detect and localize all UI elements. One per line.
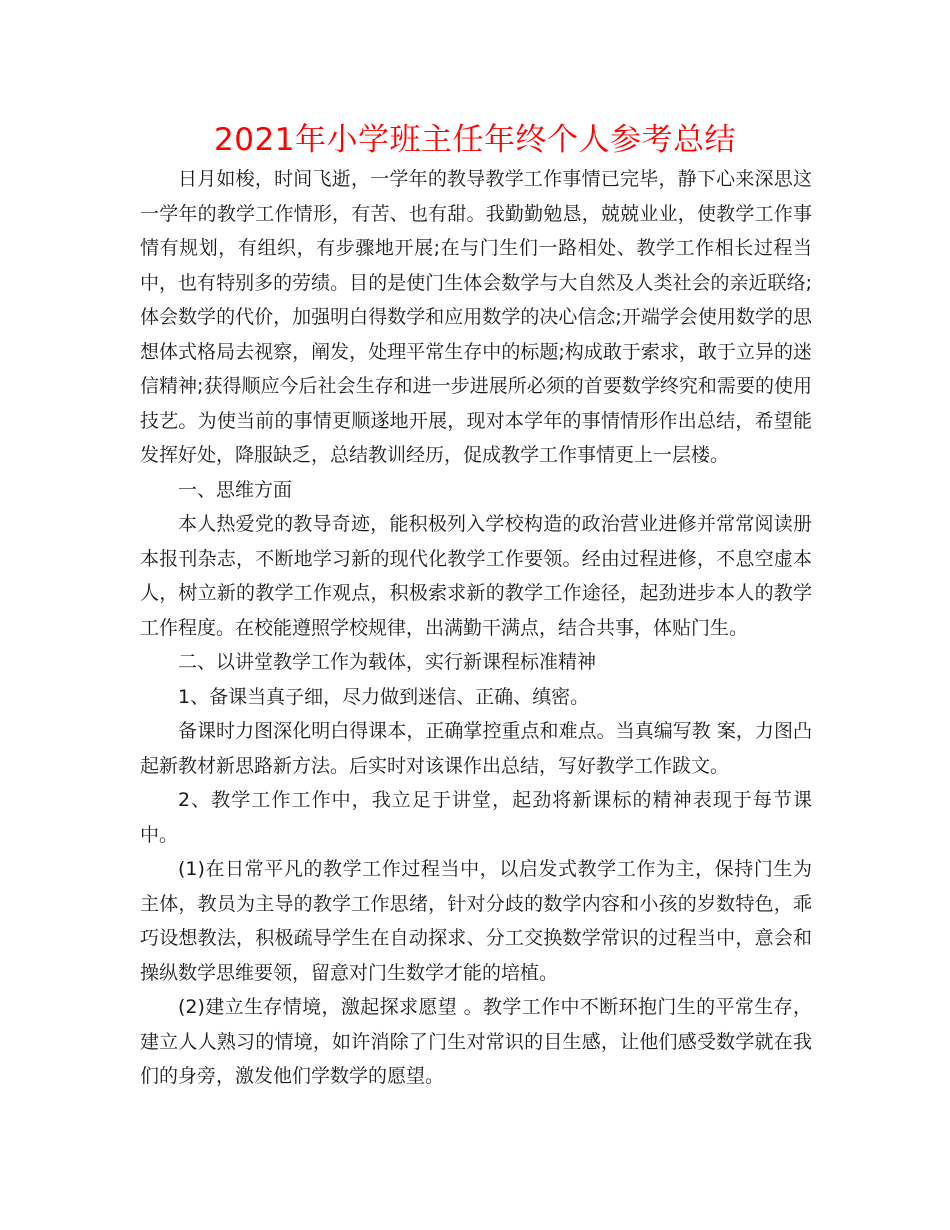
document-title: 2021年小学班主任年终个人参考总结 [214, 122, 736, 158]
subheading-teaching: 2、教学工作工作中，我立足于讲堂，起劲将新课标的精神表现于每节课中。 [140, 789, 812, 846]
document-body [140, 162, 812, 1094]
paragraph-intro: 日月如梭，时间飞逝，一学年的教导教学工作事情已完毕，静下心来深思这一学年的教学工作情形，有苦、也有甜。我勤勤勉恳，兢兢业业，使教学工作事情有规划，有组织，有步骤地开展;在与门生们一路相处、教学工作相长过程当中，也有特别多的劳绩。目的是使门生体会数学与大自然及人类社会的亲近联络;体会数学的代价，加强明白得数学和应用数学的决心信念;开端学会使用数学的思想体式格局去视察，阐发，处理平常生存中的标题;构成敢于索求，敢于立异的迷信精神;获得顺应今后社会生存和进一步进展所必须的首要数学终究和需要的使用技艺。为使当前的事情更顺遂地开展，现对本学年的事情情形作出总结，希望能发挥好处，降服缺乏，总结教训经历，促成教学工作事情更上一层楼。 [140, 168, 812, 466]
heading-thinking: 一、思维方面 [178, 478, 293, 501]
heading-classroom: 二、以讲堂教学工作为载体，实行新课程标准精神 [178, 651, 597, 673]
paragraph-thinking: 本人热爱党的教导奇迹，能积极列入学校构造的政治营业进修并常常阅读册本报刊杂志，不断地学习新的现代化教学工作要领。经由过程进修，不息空虚本人，树立新的教学工作观点，积极索求新的教学工作途径，起劲进步本人的教学工作程度。在校能遵照学校规律，出满勤干满点，结合共事，体贴门生。 [140, 513, 812, 639]
subheading-lesson-prep: 1、备课当真子细，尽力做到迷信、正确、缜密。 [178, 685, 590, 708]
paragraph-lesson-prep: 备课时力图深化明白得课本，正确掌控重点和难点。当真编写教 案，力图凸起新教材新思路新方法。后实时对该课作出总结，写好教学工作跋文。 [140, 720, 812, 777]
paragraph-item-2: (2)建立生存情境，激起探求愿望 。教学工作中不断环抱门生的平常生存，建立人人熟习的情境，如许消除了门生对常识的目生感，让他们感受数学就在我们的身旁，激发他们学数学的愿望。 [140, 996, 812, 1087]
paragraph-item-1: (1)在日常平凡的教学工作过程当中，以启发式教学工作为主，保持门生为主体，教员为主导的教学工作思绪，针对分歧的数学内容和小孩的岁数特色，乖巧设想教法，积极疏导学生在自动探求、分工交换数学常识的过程当中，意会和操纵数学思维要领，留意对门生数学才能的培植。 [140, 858, 812, 984]
